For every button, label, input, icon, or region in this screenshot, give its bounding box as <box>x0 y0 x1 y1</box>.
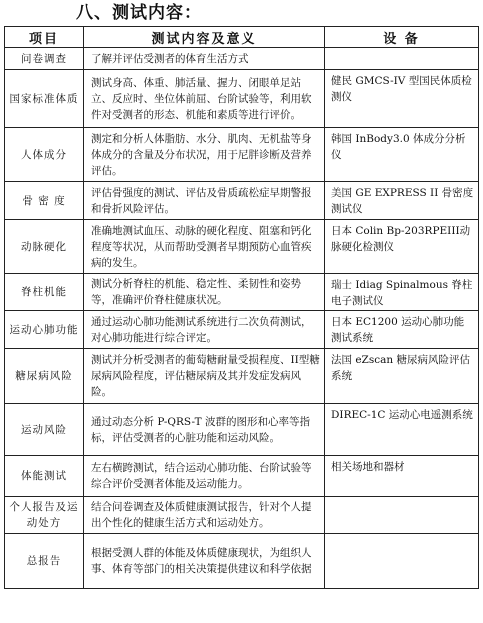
row-device <box>325 497 479 534</box>
row-device: 美国 GE EXPRESS II 骨密度测试仪 <box>325 182 479 220</box>
row-device: 日本 EC1200 运动心肺功能测试系统 <box>325 311 479 349</box>
row-item: 动脉硬化 <box>5 220 84 274</box>
test-content-table <box>4 26 479 589</box>
table-row <box>5 534 479 589</box>
header-content: 测试内容及意义 <box>84 27 325 48</box>
table-row <box>5 48 479 70</box>
header-device: 设 备 <box>325 27 479 48</box>
row-item: 体能测试 <box>5 456 84 497</box>
row-desc: 左右横跨测试，结合运动心肺功能、台阶试验等综合评价受测者体能及运动能力。 <box>84 456 325 497</box>
row-device: 瑞士 Idiag Spinalmous 脊柱电子测试仪 <box>325 274 479 311</box>
row-item: 问卷调查 <box>5 48 84 70</box>
table-row <box>5 311 479 349</box>
section-heading: 八、测试内容： <box>76 3 202 23</box>
row-item: 骨 密 度 <box>5 182 84 220</box>
row-desc: 测定和分析人体脂肪、水分、肌肉、无机盐等身体成分的含量及分布状况，用于尼胖诊断及营养评估。 <box>84 128 325 182</box>
table-row <box>5 456 479 497</box>
row-desc: 评估骨强度的测试、评估及骨质疏松症早期警报和骨折风险评估。 <box>84 182 325 220</box>
table-row <box>5 349 479 404</box>
row-desc: 通过运动心肺功能测试系统进行二次负荷测试，对心肺功能进行综合评定。 <box>84 311 325 349</box>
row-device <box>325 534 479 589</box>
row-desc: 准确地测试血压、动脉的硬化程度、阻塞和钙化程度等状况，从而帮助受测者早期预防心血管疾病的发生。 <box>84 220 325 274</box>
header-item: 项目 <box>5 27 84 48</box>
row-item: 脊柱机能 <box>5 274 84 311</box>
table-row <box>5 274 479 311</box>
table-row <box>5 404 479 456</box>
row-device: 健民 GMCS-IV 型国民体质检测仪 <box>325 70 479 128</box>
table-row <box>5 497 479 534</box>
row-device: 日本 Colin Bp-203RPEIII动脉硬化检测仪 <box>325 220 479 274</box>
row-item: 糖尿病风险 <box>5 349 84 404</box>
row-device: 法国 eZscan 糖尿病风险评估系统 <box>325 349 479 404</box>
row-desc: 根据受测人群的体能及体质健康现状，为组织人事、体育等部门的相关决策提供建议和科学依据 <box>84 534 325 589</box>
row-desc: 了解并评估受测者的体育生活方式 <box>84 48 325 70</box>
row-desc: 测试并分析受测者的葡萄糖耐量受损程度、II型糖尿病风险程度，评估糖尿病及其并发症发病风险。 <box>84 349 325 404</box>
row-device: 相关场地和器材 <box>325 456 479 497</box>
row-desc: 通过动态分析 P-QRS-T 波群的图形和心率等指标，评估受测者的心脏功能和运动风险。 <box>84 404 325 456</box>
row-item: 个人报告及运动处方 <box>5 497 84 534</box>
row-desc: 结合问卷调查及体质健康测试报告，针对个人提出个性化的健康生活方式和运动处方。 <box>84 497 325 534</box>
row-item: 运动风险 <box>5 404 84 456</box>
row-item: 国家标准体质 <box>5 70 84 128</box>
row-device: DIREC-1C 运动心电遥测系统 <box>325 404 479 456</box>
table-row <box>5 182 479 220</box>
row-item: 运动心肺功能 <box>5 311 84 349</box>
table-row <box>5 220 479 274</box>
row-item: 总报告 <box>5 534 84 589</box>
row-device <box>325 48 479 70</box>
row-desc: 测试身高、体重、肺活量、握力、闭眼单足站立、反应时、坐位体前屈、台阶试验等，利用软件对受测者的形态、机能和素质等进行评价。 <box>84 70 325 128</box>
table-header-row <box>5 27 479 48</box>
table-row <box>5 70 479 128</box>
row-item: 人体成分 <box>5 128 84 182</box>
table-row <box>5 128 479 182</box>
row-device: 韩国 InBody3.0 体成分分析仪 <box>325 128 479 182</box>
row-desc: 测试分析脊柱的机能、稳定性、柔韧性和姿势等，准确评价脊柱健康状况。 <box>84 274 325 311</box>
